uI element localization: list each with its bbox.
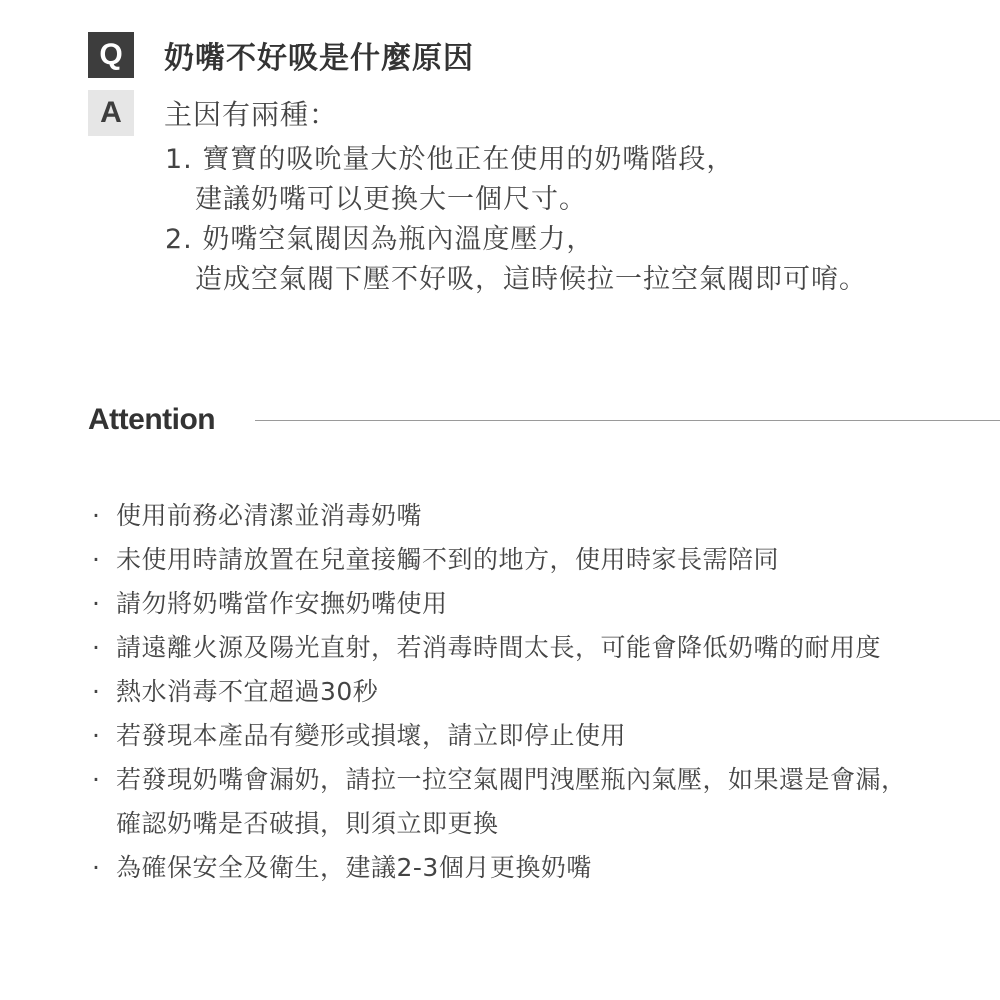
note-item [92,582,907,626]
answer-item-line: 2. 奶嘴空氣閥因為瓶內溫度壓力， [165,224,595,255]
bullet-spacer [92,802,116,846]
attention-divider [255,420,1000,421]
question-row [88,32,474,78]
answer-item-line: 1. 寶寶的吸吮量大於他正在使用的奶嘴階段， [165,144,735,175]
bullet-dot: · [92,765,101,794]
note-item [92,758,907,802]
bullet-dot: · [92,721,101,750]
answer-item-continuation: 建議奶嘴可以更換大一個尺寸。 [195,184,587,215]
note-text: 未使用時請放置在兒童接觸不到的地方，使用時家長需陪同 [116,545,780,574]
note-text: 請勿將奶嘴當作安撫奶嘴使用 [116,589,448,618]
note-text: 為確保安全及衛生，建議2-3個月更換奶嘴 [116,853,592,882]
note-text: 熱水消毒不宜超過30秒 [116,677,379,706]
note-text: 請遠離火源及陽光直射，若消毒時間太長，可能會降低奶嘴的耐用度 [116,633,882,662]
question-title: 奶嘴不好吸是什麼原因 [164,41,474,76]
bullet-dot: · [92,853,101,882]
note-text: 若發現本產品有變形或損壞，請立即停止使用 [116,721,627,750]
answer-item-continuation: 造成空氣閥下壓不好吸，這時候拉一拉空氣閥即可唷。 [195,264,867,295]
note-item-continuation [92,802,907,846]
bullet-dot: · [92,545,101,574]
note-item [92,494,907,538]
note-item [92,714,907,758]
note-text: 若發現奶嘴會漏奶，請拉一拉空氣閥門洩壓瓶內氣壓，如果還是會漏， [116,765,907,794]
bullet-dot: · [92,633,101,662]
bullet-dot: · [92,501,101,530]
answer-list [165,140,867,300]
attention-title: Attention [88,403,216,436]
note-item [92,670,907,714]
note-item [92,846,907,890]
note-item [92,626,907,670]
note-text: 使用前務必清潔並消毒奶嘴 [116,501,423,530]
answer-badge: A [88,90,134,136]
attention-heading [88,403,1000,437]
answer-item [165,140,867,220]
note-item [92,538,907,582]
answer-intro: 主因有兩種： [164,98,339,131]
note-text: 確認奶嘴是否破損，則須立即更換 [116,809,499,838]
bullet-dot: · [92,677,101,706]
question-badge: Q [88,32,134,78]
bullet-dot: · [92,589,101,618]
attention-notes [92,494,907,890]
answer-item [165,220,867,300]
answer-row [88,90,338,136]
